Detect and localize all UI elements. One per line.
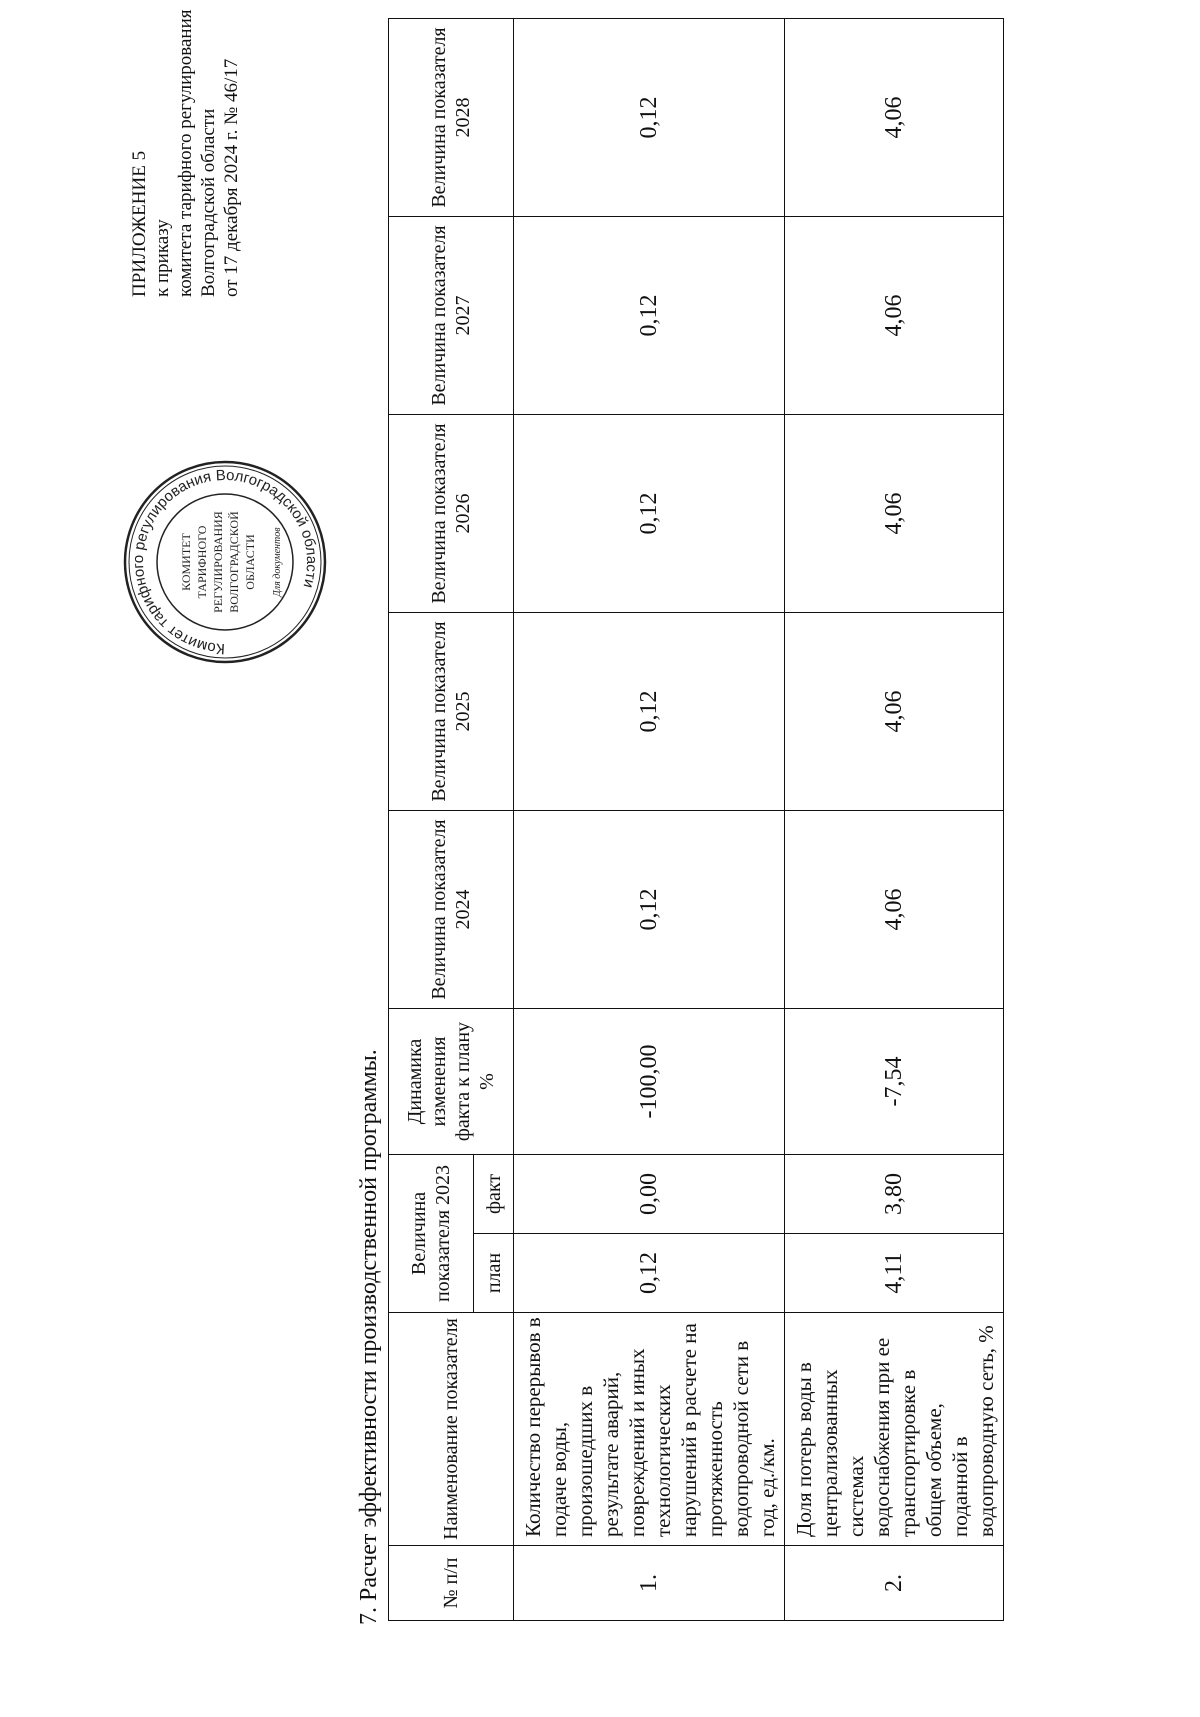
row-value-2024: 0,12 — [514, 811, 785, 1009]
row-value-2026: 4,06 — [785, 415, 1004, 613]
official-seal-icon — [120, 457, 330, 667]
section-title: 7. Расчет эффективности производственной программы. — [356, 1049, 382, 1625]
appendix-number: ПРИЛОЖЕНИЕ 5 — [129, 150, 150, 297]
seal-bottom-text: Для документов — [272, 527, 283, 597]
efficiency-table — [388, 18, 1004, 1621]
row-plan: 0,12 — [514, 1234, 785, 1313]
appendix-line-region: Волгоградской области — [198, 108, 219, 297]
seal-center-1: КОМИТЕТ — [179, 533, 193, 591]
table-row — [785, 19, 1004, 1621]
appendix-line-date: от 17 декабря 2024 г. № 46/17 — [221, 58, 242, 297]
appendix-header — [128, 0, 243, 297]
row-value-2025: 4,06 — [785, 613, 1004, 811]
row-value-2025: 0,12 — [514, 613, 785, 811]
row-value-2024: 4,06 — [785, 811, 1004, 1009]
table-row — [514, 19, 785, 1621]
row-value-2026: 0,12 — [514, 415, 785, 613]
row-number: 1. — [514, 1546, 785, 1621]
seal-ring-text: Комитет тарифного регулирования Волгоградской области — [129, 466, 321, 658]
row-value-2027: 0,12 — [514, 217, 785, 415]
row-value-2027: 4,06 — [785, 217, 1004, 415]
header-year-2025: Величина показателя 2025 — [389, 613, 514, 811]
row-number: 2. — [785, 1546, 1004, 1621]
row-fact: 3,80 — [785, 1155, 1004, 1234]
header-number: № п/п — [389, 1546, 514, 1621]
row-value-2028: 0,12 — [514, 19, 785, 217]
appendix-line-committee: комитета тарифного регулирования — [175, 9, 196, 297]
header-fact: факт — [474, 1155, 514, 1234]
header-year-2023: Величина показателя 2023 — [389, 1155, 474, 1313]
header-year-2027: Величина показателя 2027 — [389, 217, 514, 415]
header-year-2028: Величина показателя 2028 — [389, 19, 514, 217]
row-dynamics: -100,00 — [514, 1009, 785, 1155]
row-plan: 4,11 — [785, 1234, 1004, 1313]
seal-center-2: ТАРИФНОГО — [195, 525, 209, 599]
appendix-line-order: к приказу — [152, 219, 173, 297]
row-dynamics: -7,54 — [785, 1009, 1004, 1155]
row-indicator-name: Доля потерь воды в централизованных системах водоснабжения при ее транспортировке в общем объеме, поданной в водопроводную сеть, % — [785, 1313, 1004, 1546]
seal-center-3: РЕГУЛИРОВАНИЯ — [211, 511, 225, 613]
header-year-2026: Величина показателя 2026 — [389, 415, 514, 613]
header-year-2024: Величина показателя 2024 — [389, 811, 514, 1009]
header-dynamics: Динамика изменения факта к плану % — [389, 1009, 514, 1155]
seal-center-5: ОБЛАСТИ — [243, 534, 257, 590]
header-plan: план — [474, 1234, 514, 1313]
svg-text:Комитет тарифного регулировани — [130, 467, 320, 657]
row-fact: 0,00 — [514, 1155, 785, 1234]
header-indicator-name: Наименование показателя — [389, 1313, 514, 1546]
row-value-2028: 4,06 — [785, 19, 1004, 217]
seal-center-4: ВОЛГОГРАДСКОЙ — [227, 511, 241, 613]
row-indicator-name: Количество перерывов в подаче воды, произошедших в результате аварий, повреждений и иных технологических нарушений в расчете на протяженность водопроводной сети в год, ед./км. — [514, 1313, 785, 1546]
